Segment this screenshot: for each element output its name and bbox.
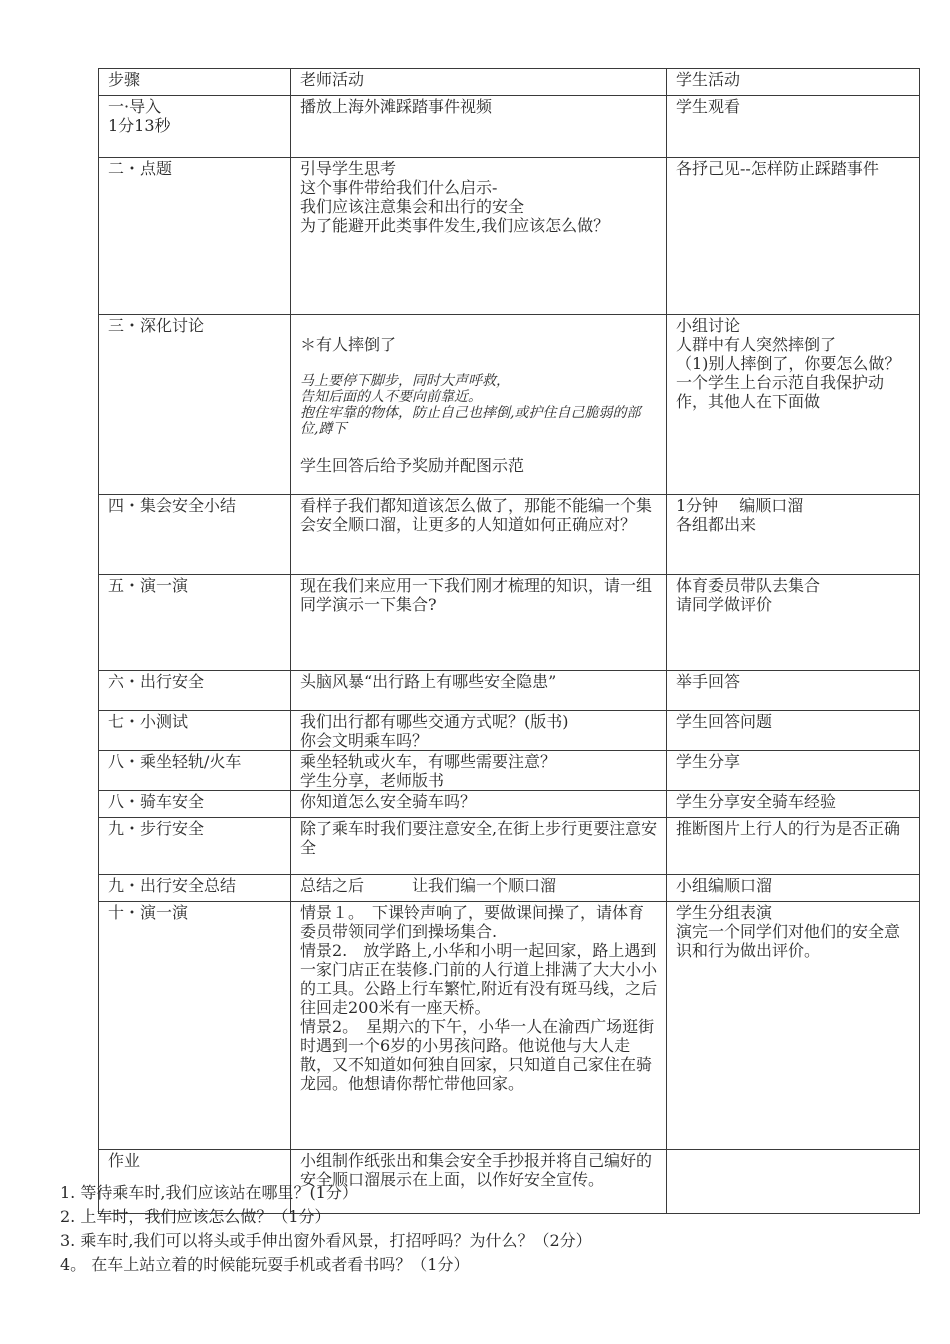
step-cell: 五・演一演 [99, 575, 291, 671]
question-item: 4。 在车上站立着的时候能玩耍手机或者看书吗？（1分） [60, 1255, 470, 1274]
step-cell: 九・出行安全总结 [99, 875, 291, 902]
table-row [99, 902, 920, 1150]
student-cell: 学生分享安全骑车经验 [667, 791, 920, 818]
student-cell: 学生分享 [667, 751, 920, 791]
teacher-cell: 现在我们来应用一下我们刚才梳理的知识，请一组同学演示一下集合? [291, 575, 667, 671]
quiz-questions [60, 1181, 920, 1277]
table-row [99, 158, 920, 315]
student-cell: 各抒己见--怎样防止踩踏事件 [667, 158, 920, 315]
student-cell: 体育委员带队去集合 请同学做评价 [667, 575, 920, 671]
step-cell: 十・演一演 [99, 902, 291, 1150]
header-step: 步骤 [99, 69, 291, 96]
table-row [99, 671, 920, 711]
teacher-cell [291, 315, 667, 495]
header-student-activity: 学生活动 [667, 69, 920, 96]
teacher-intro-text: ＊有人摔倒了 [300, 335, 397, 354]
step-cell: 三・深化讨论 [99, 315, 291, 495]
table-row [99, 711, 920, 751]
table-row [99, 751, 920, 791]
step-cell: 二・点题 [99, 158, 291, 315]
teacher-outro-text: 学生回答后给予奖励并配图示范 [300, 456, 525, 475]
step-cell: 八・乘坐轻轨/火车 [99, 751, 291, 791]
question-item: 2. 上车时，我们应该怎么做？（1分） [60, 1207, 331, 1226]
teacher-cell: 总结之后 让我们编一个顺口溜 [291, 875, 667, 902]
step-cell: 八・骑车安全 [99, 791, 291, 818]
table-row [99, 575, 920, 671]
student-cell: 学生观看 [667, 96, 920, 158]
student-cell: 学生分组表演 演完一个同学们对他们的安全意识和行为做出评价。 [667, 902, 920, 1150]
step-cell: 六・出行安全 [99, 671, 291, 711]
step-cell: 九・步行安全 [99, 818, 291, 875]
student-cell: 推断图片上行人的行为是否正确 [667, 818, 920, 875]
table-header-row [99, 69, 920, 96]
teacher-cell: 播放上海外滩踩踏事件视频 [291, 96, 667, 158]
student-cell: 小组编顺口溜 [667, 875, 920, 902]
lesson-plan-table [98, 68, 920, 1214]
teacher-cell: 头脑风暴“出行路上有哪些安全隐患” [291, 671, 667, 711]
table-row [99, 875, 920, 902]
teacher-cell: 引导学生思考 这个事件带给我们什么启示- 我们应该注意集会和出行的安全 为了能避开此类事件发生,我们应该怎么做？ [291, 158, 667, 315]
question-item: 1. 等待乘车时,我们应该站在哪里？(1分） [60, 1183, 358, 1202]
teacher-cell: 你知道怎么安全骑车吗？ [291, 791, 667, 818]
teacher-italic-text: 马上要停下脚步，同时大声呼救， 告知后面的人不要向前靠近。 抱住牢靠的物体，防止自己也摔倒,或护住自己脆弱的部位,蹲下 [300, 373, 641, 437]
step-cell: 七・小测试 [99, 711, 291, 751]
teacher-cell: 除了乘车时我们要注意安全,在街上步行更要注意安全 [291, 818, 667, 875]
step-cell: 一·导入 1分13秒 [99, 96, 291, 158]
teacher-cell: 小组制作纸张出和集会安全手抄报并将自己编好的安全顺口溜展示在上面，以作好安全宣传。 [291, 1150, 667, 1214]
teacher-cell: 我们出行都有哪些交通方式呢？(版书) 你会文明乘车吗？ [291, 711, 667, 751]
table-row [99, 315, 920, 495]
teacher-cell: 看样子我们都知道该怎么做了，那能不能编一个集会安全顺口溜，让更多的人知道如何正确应对？ [291, 495, 667, 575]
student-cell: 1分钟 编顺口溜 各组都出来 [667, 495, 920, 575]
table-row [99, 791, 920, 818]
table-row [99, 495, 920, 575]
step-cell: 作业 [99, 1150, 291, 1214]
student-cell: 举手回答 [667, 671, 920, 711]
student-cell: 学生回答问题 [667, 711, 920, 751]
header-teacher-activity: 老师活动 [291, 69, 667, 96]
teacher-cell: 情景１。 下课铃声响了，要做课间操了，请体育委员带领同学们到操场集合. 情景2. 放学路上,小华和小明一起回家，路上遇到一家门店正在装修.门前的人行道上排满了大大小小的工具。公路上行车繁忙,附近有没有斑马线，之后往回走200米有一座天桥。 情景2。 星期六的下午，小华一人在渝西广场逛街时遇到一个6岁的小男孩问路。他说他与大人走散，又不知道如何独自回家，只知道自己家住在骑龙园。他想请你帮忙带他回家。 [291, 902, 667, 1150]
question-item: 3. 乘车时,我们可以将头或手伸出窗外看风景，打招呼吗？为什么？（2分） [60, 1231, 592, 1250]
teacher-cell: 乘坐轻轨或火车，有哪些需要注意？ 学生分享，老师版书 [291, 751, 667, 791]
table-row [99, 96, 920, 158]
step-cell: 四・集会安全小结 [99, 495, 291, 575]
student-cell: 小组讨论 人群中有人突然摔倒了 （1)别人摔倒了，你要怎么做？ 一个学生上台示范自我保护动作，其他人在下面做 [667, 315, 920, 495]
table-row [99, 818, 920, 875]
